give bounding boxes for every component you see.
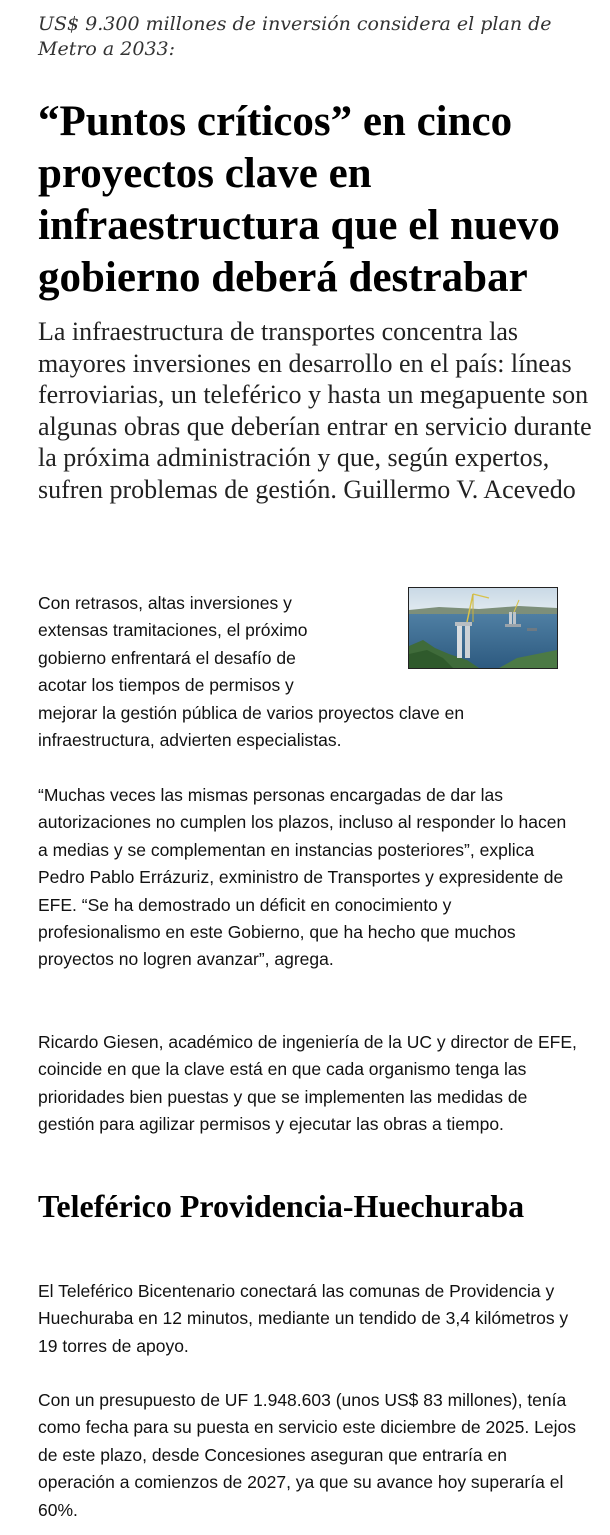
article-headline: “Puntos críticos” en cinco proyectos clave en infraestructura que el nuevo gobierno deberá destrabar (38, 98, 560, 301)
paragraph-intro-line-2: extensas tramitaciones, el próximo (38, 620, 308, 641)
paragraph-intro (38, 590, 578, 754)
article-lead: La infraestructura de transportes concentra las mayores inversiones en desarrollo en el país: líneas ferroviarias, un teleférico y hasta un megapuente son algunas obras que deberían entrar en servicio durante la próxima administración y que, según expertos, sufren problemas de gestión. Guillermo V. Acevedo (38, 317, 592, 504)
paragraph-intro-rest: mejorar la gestión pública de varios proyectos clave en infraestructura, advierten especialistas. (38, 702, 465, 751)
paragraph-intro-line-3: gobierno enfrentará el desafío de (38, 647, 296, 668)
paragraph-intro-line-1: Con retrasos, altas inversiones y (38, 593, 292, 613)
paragraph-teleferico-budget: Con un presupuesto de UF 1.948.603 (unos US$ 83 millones), tenía como fecha para su puesta en servicio este diciembre de 2025. Lejos de este plazo, desde Concesiones aseguran que entraría en operación a comienzos de 2027, ya que su avance hoy superaría el 60%. (38, 1390, 576, 1520)
paragraph-teleferico-route: El Teleférico Bicentenario conectará las comunas de Providencia y Huechuraba en 12 minutos, mediante un tendido de 3,4 kilómetros y 19 torres de apoyo. (38, 1281, 569, 1356)
section-title: Teleférico Providencia-Huechuraba (38, 1188, 525, 1224)
paragraph-intro-line-4: acotar los tiempos de permisos y (38, 675, 294, 696)
paragraph-giesen: Ricardo Giesen, académico de ingeniería de la UC y director de EFE, coincide en que la clave está en que cada organismo tenga las prioridades bien puestas y que se implementen las medidas de gestión para agilizar permisos y ejecutar las obras a tiempo. (38, 1032, 577, 1135)
article-kicker: US$ 9.300 millones de inversión considera el plan de Metro a 2033: (38, 13, 552, 60)
paragraph-quote-errazuriz: “Muchas veces las mismas personas encargadas de dar las autorizaciones no cumplen los plazos, incluso al responder lo hacen a medias y se complementan en instancias posteriores”, explica Pedro Pablo Errázuriz, exministro de Transportes y expresidente de EFE. “Se ha demostrado un déficit en conocimiento y profesionalismo en este Gobierno, que ha hecho que muchos proyectos no logren avanzar”, agrega. (38, 785, 567, 970)
